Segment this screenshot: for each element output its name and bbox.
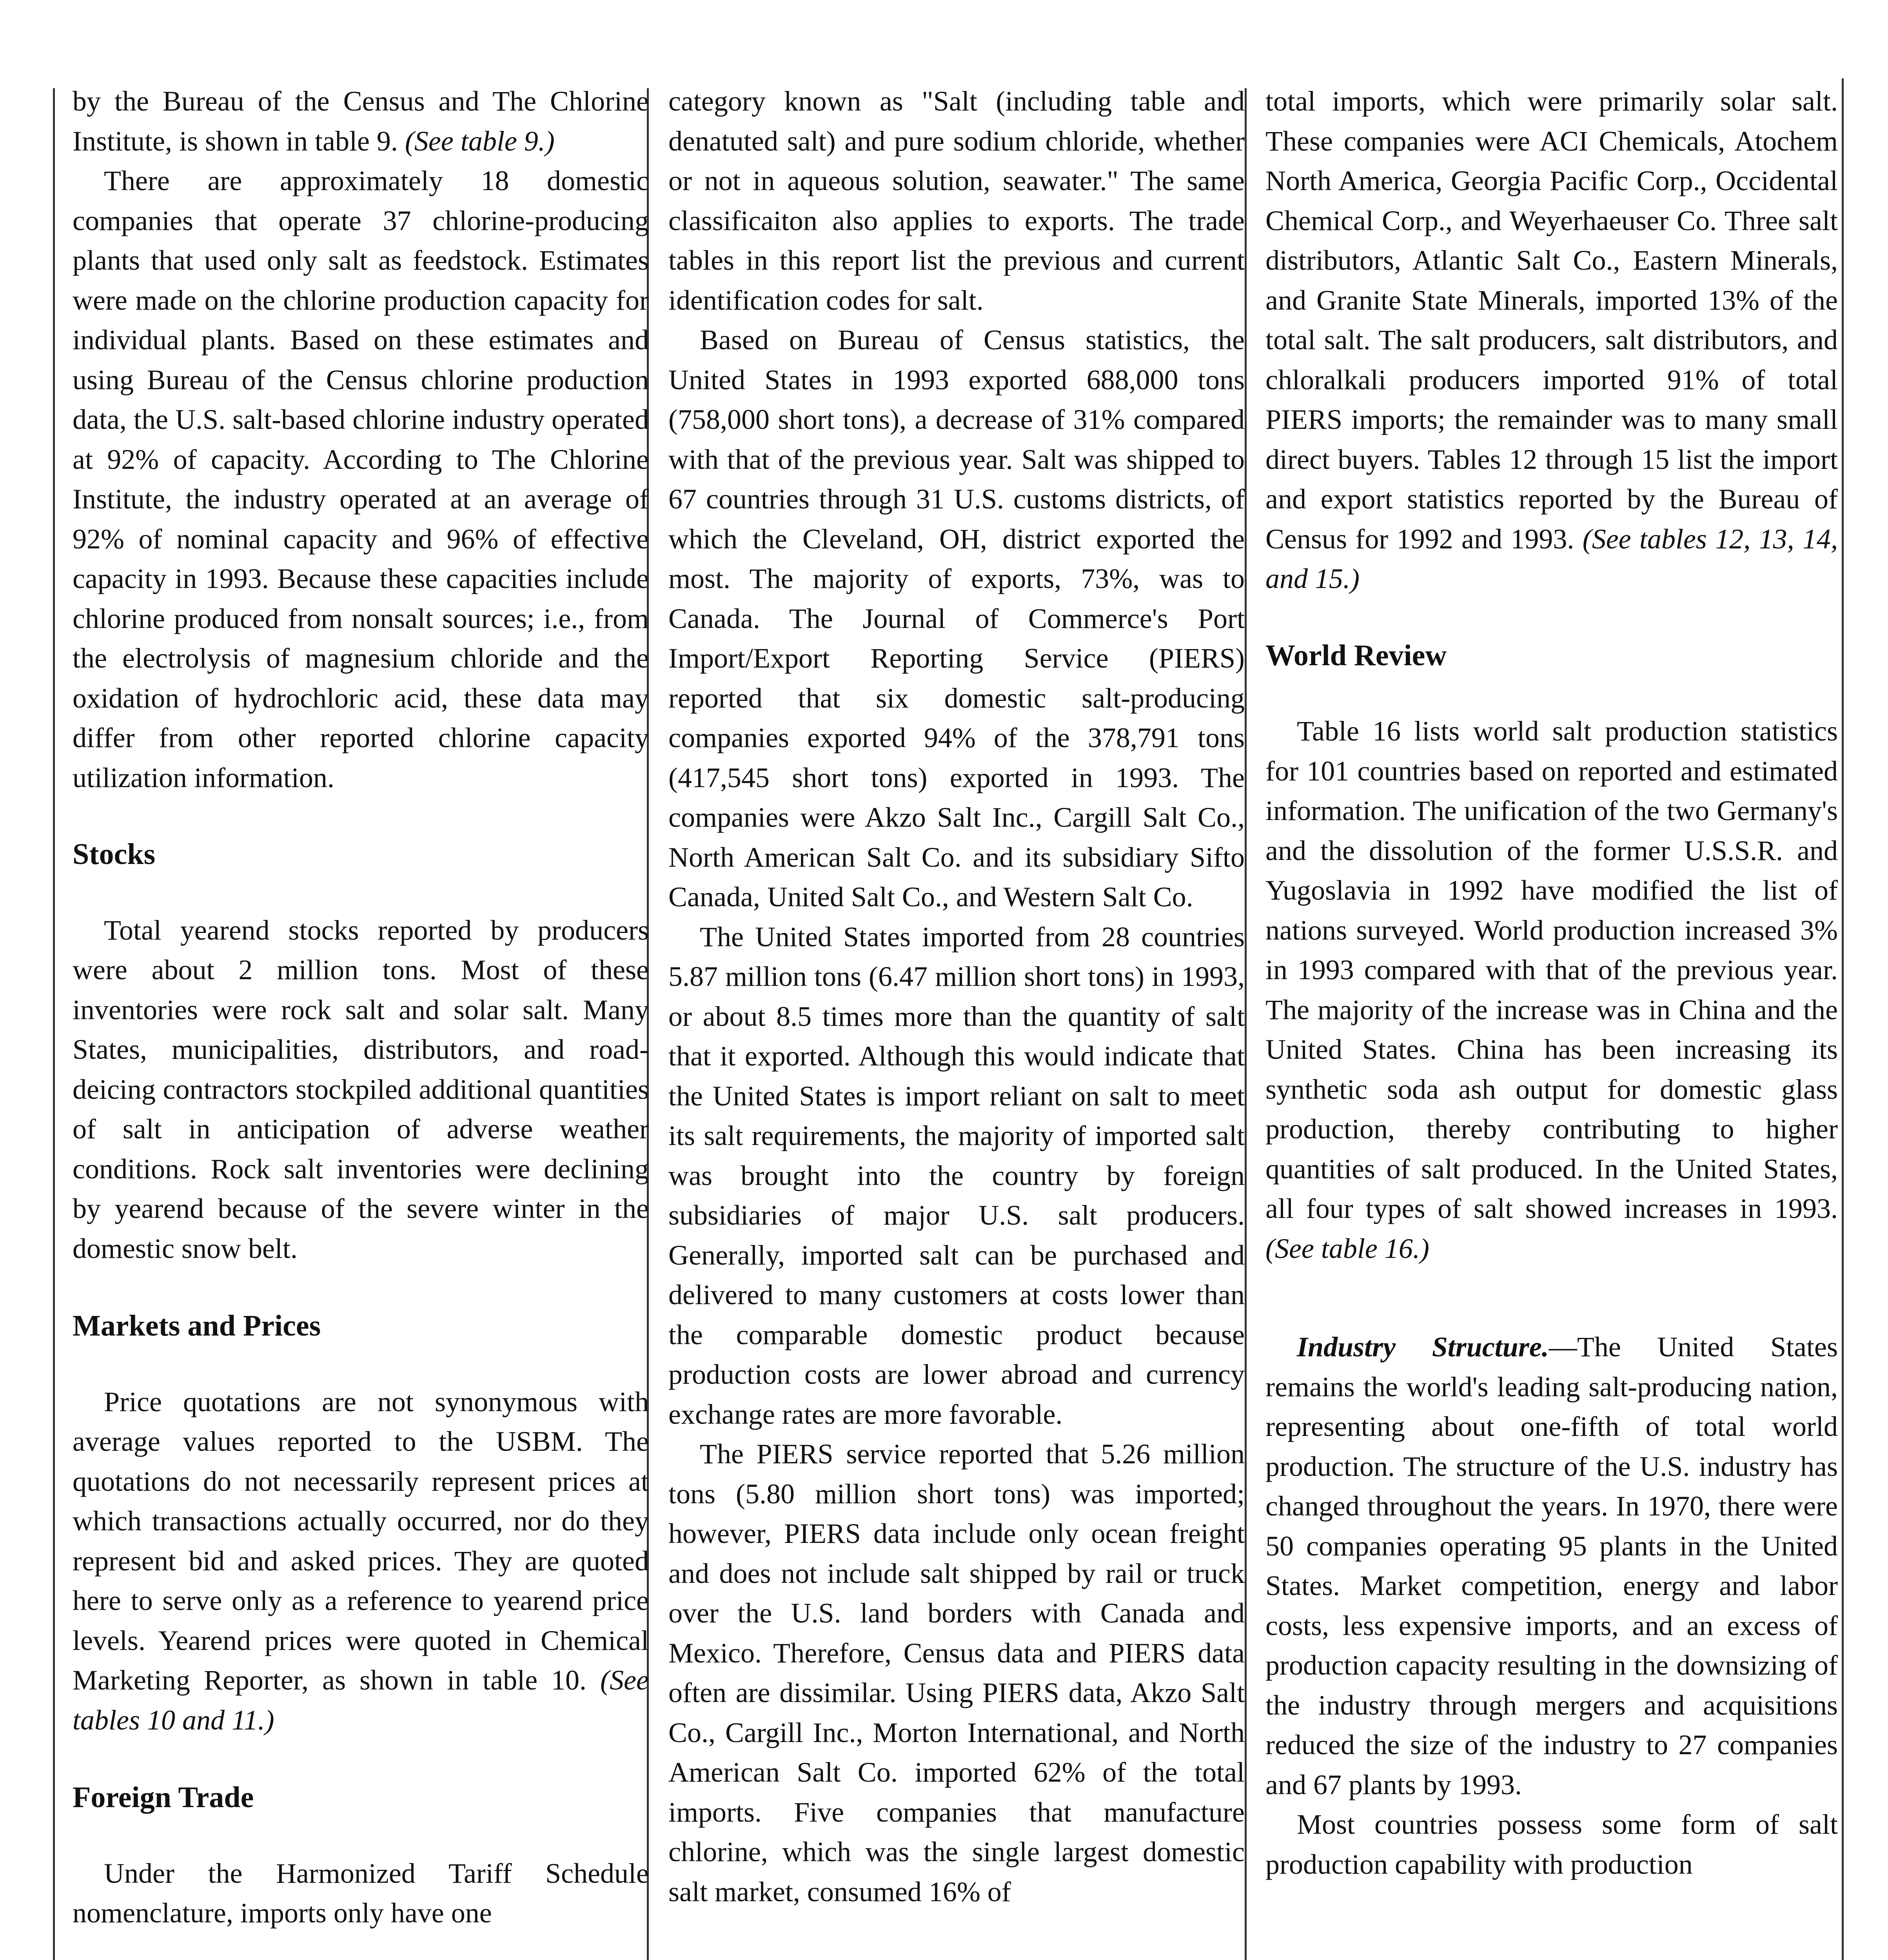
column-rule-left (53, 88, 55, 1960)
table-reference: (See table 16.) (1265, 1232, 1429, 1264)
paragraph: The PIERS service reported that 5.26 million tons (5.80 million short tons) was imported; however, PIERS data include only ocean freight and does not include salt shipped by rail or truck over the U.S. land borders with Canada and Mexico. Therefore, Census data and PIERS data often are dissimilar. Using PIERS data, Akzo Salt Co., Cargill Inc., Morton International, and North American Salt Co. imported 62% of the total imports. Five companies that manufacture chlorine, which was the single largest domestic salt market, consumed 16% of (668, 1438, 1245, 1907)
table-reference: (See tables 12, 13, 14, and 15.) (1265, 523, 1838, 594)
section-heading-stocks: Stocks (73, 838, 156, 871)
column-rule-mid-right (1245, 88, 1247, 1960)
paragraph: Price quotations are not synonymous with average values reported to the USBM. The quotations do not necessarily represent prices at which transactions actually occurred, nor do they represent bid and asked prices. They are quoted here to serve only as a reference to yearend price levels. Yearend prices were quoted in Chemical Marketing Reporter, as shown in table 10. (See tables 10 and 11.) (73, 1386, 649, 1736)
paragraph: total imports, which were primarily solar salt. These companies were ACI Chemicals, Atochem North America, Georgia Pacific Corp., Occidental Chemical Corp., and Weyerhaeuser Co. Three salt distributors, Atlantic Salt Co., Eastern Minerals, and Granite State Minerals, imported 13% of the total salt. The salt producers, salt distributors, and chloralkali producers imported 91% of total PIERS imports; the remainder was to many small direct buyers. Tables 12 through 15 list the import and export statistics reported by the Bureau of Census for 1992 and 1993. (See tables 12, 13, 14, and 15.) (1265, 85, 1838, 594)
column-3 (1265, 82, 1838, 1884)
paragraph: Table 16 lists world salt production statistics for 101 countries based on reported and estimated information. The unification of the two Germany's and the dissolution of the former U.S.S.R. and Yugoslavia in 1992 have modified the list of nations surveyed. World production increased 3% in 1993 compared with that of the previous year. The majority of the increase was in China and the United States. China has been increasing its synthetic soda ash output for domestic glass production, thereby contributing to higher quantities of salt produced. In the United States, all four types of salt showed increases in 1993. (See table 16.) (1265, 715, 1838, 1264)
paragraph: by the Bureau of the Census and The Chlorine Institute, is shown in table 9. (See table 9.) (73, 85, 649, 157)
section-heading-world-review: World Review (1265, 639, 1447, 672)
section-heading-markets-and-prices: Markets and Prices (73, 1309, 321, 1342)
paragraph: Based on Bureau of Census statistics, the United States in 1993 exported 688,000 tons (758,000 short tons), a decrease of 31% compared with that of the previous year. Salt was shipped to 67 countries through 31 U.S. customs districts, of which the Cleveland, OH, district exported the most. The majority of exports, 73%, was to Canada. The Journal of Commerce's Port Import/Export Reporting Service (PIERS) reported that six domestic salt-producing companies exported 94% of the 378,791 tons (417,545 short tons) exported in 1993. The companies were Akzo Salt Inc., Cargill Salt Co., North American Salt Co. and its subsidiary Sifto Canada, United Salt Co., and Western Salt Co. (668, 324, 1245, 913)
paragraph: There are approximately 18 domestic companies that operate 37 chlorine-producing plants that used only salt as feedstock. Estimates were made on the chlorine production capacity for individual plants. Based on these estimates and using Bureau of the Census chlorine production data, the U.S. salt-based chlorine industry operated at 92% of capacity. According to The Chlorine Institute, the industry operated at an average of 92% of nominal capacity and 96% of effective capacity in 1993. Because these capacities include chlorine produced from nonsalt sources; i.e., from the electrolysis of magnesium chloride and the oxidation of hydrochloric acid, these data may differ from other reported chlorine capacity utilization information. (73, 165, 649, 793)
paragraph: Total yearend stocks reported by producers were about 2 million tons. Most of these inventories were rock salt and solar salt. Many States, municipalities, distributors, and road-deicing contractors stockpiled additional quantities of salt in anticipation of adverse weather conditions. Rock salt inventories were declining by yearend because of the severe winter in the domestic snow belt. (73, 914, 649, 1264)
paragraph: Under the Harmonized Tariff Schedule nomenclature, imports only have one (73, 1857, 649, 1929)
column-1 (73, 82, 649, 1933)
paragraph: Most countries possess some form of salt production capability with production (1265, 1809, 1838, 1880)
table-reference: (See tables 10 and 11.) (73, 1664, 649, 1736)
section-heading-foreign-trade: Foreign Trade (73, 1781, 254, 1814)
column-rule-right (1842, 78, 1844, 1960)
paragraph: category known as "Salt (including table and denatuted salt) and pure sodium chloride, whether or not in aqueous solution, seawater." The same classificaiton also applies to exports. The trade tables in this report list the previous and current identification codes for salt. (668, 85, 1245, 316)
paragraph: The United States imported from 28 countries 5.87 million tons (6.47 million short tons) in 1993, or about 8.5 times more than the quantity of salt that it exported. Although this would indicate that the United States is import reliant on salt to meet its salt requirements, the majority of imported salt was brought into the country by foreign subsidiaries of major U.S. salt producers. Generally, imported salt can be purchased and delivered to many customers at costs lower than the comparable domestic product because production costs are lower abroad and currency exchange rates are more favorable. (668, 921, 1245, 1430)
column-2 (668, 82, 1245, 1912)
run-in-heading: Industry Structure. (1297, 1331, 1549, 1363)
paragraph: Industry Structure.—The United States remains the world's leading salt-producing nation, representing about one-fifth of total world production. The structure of the U.S. industry has changed throughout the years. In 1970, there were 50 companies operating 95 plants in the United States. Market competition, energy and labor costs, less expensive imports, and an excess of production capacity resulting in the downsizing of the industry through mergers and acquisitions reduced the size of the industry to 27 companies and 67 plants by 1993. (1265, 1331, 1838, 1800)
table-reference: (See table 9.) (405, 125, 555, 157)
